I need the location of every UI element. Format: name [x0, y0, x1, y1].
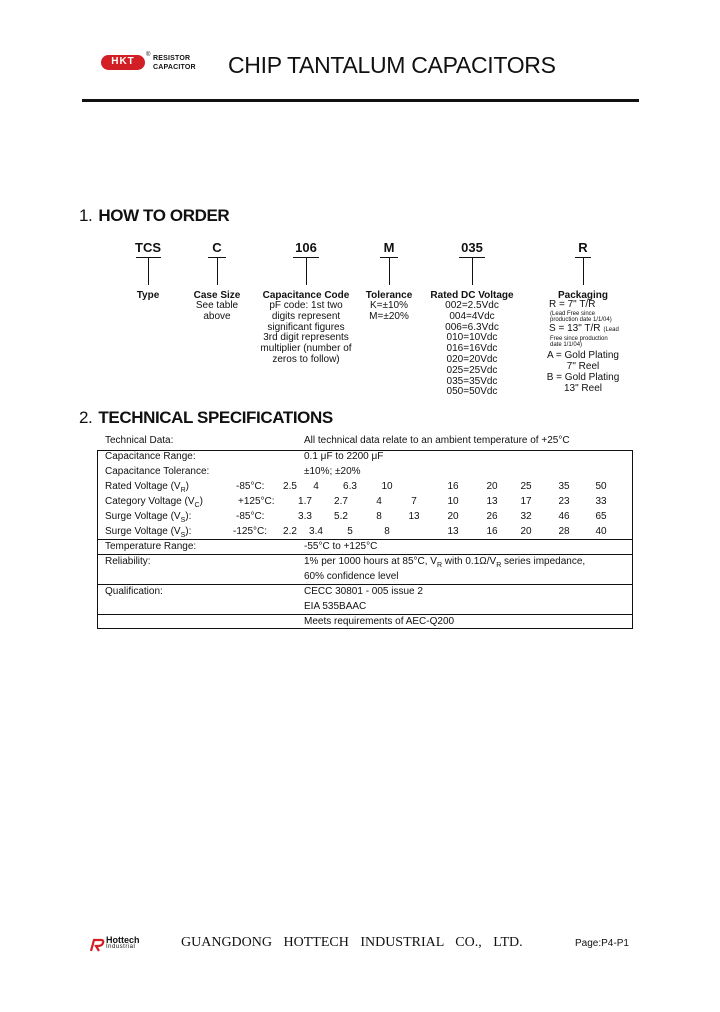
voltage-cell: 5 — [347, 526, 353, 537]
capacitance-tolerance-value: ±10%; ±20% — [304, 466, 361, 477]
voltage-cell: 20 — [486, 481, 498, 492]
section-number: 2. — [79, 408, 93, 427]
voltage-row-temp: -85°C: — [236, 481, 265, 492]
voltage-cell: 26 — [486, 511, 498, 522]
reliability-label: Reliability: — [105, 556, 151, 567]
header-divider — [82, 99, 639, 102]
order-code-type: TCS — [135, 240, 161, 255]
voltage-cell: 13 — [447, 526, 459, 537]
logo-line-1: RESISTOR — [153, 55, 191, 62]
technical-data-value: All technical data relate to an ambient temperature of +25°C — [304, 435, 570, 446]
voltage-cell: 50 — [595, 481, 607, 492]
table-divider — [97, 554, 633, 555]
table-divider — [97, 584, 633, 585]
order-code-tolerance: M — [383, 240, 395, 255]
voltage-cell: 1.7 — [298, 496, 312, 507]
voltage-row-temp: -85°C: — [236, 511, 265, 522]
section-number: 1. — [79, 206, 93, 225]
temperature-range-value: -55°C to +125°C — [304, 541, 378, 552]
voltage-cell: 33 — [595, 496, 607, 507]
packaging-option-a: A = Gold Plating 7" Reel — [547, 350, 619, 372]
voltage-cell: 46 — [558, 511, 570, 522]
qualification-line-2: EIA 535BAAC — [304, 601, 367, 612]
capacitance-code-label: Capacitance Code — [262, 290, 350, 301]
voltage-cell: 23 — [558, 496, 570, 507]
case-size-description: See table above — [195, 300, 239, 322]
order-code-voltage: 035 — [461, 240, 483, 255]
code-leader — [306, 257, 307, 285]
voltage-cell: 40 — [595, 526, 607, 537]
voltage-cell: 4 — [376, 496, 382, 507]
voltage-cell: 65 — [595, 511, 607, 522]
voltage-row-label: Surge Voltage $(V_S)$: — [105, 526, 192, 539]
packaging-label: Packaging — [557, 290, 609, 301]
packaging-option-b: B = Gold Plating 13" Reel — [546, 372, 620, 394]
code-leader — [148, 257, 149, 285]
hottech-logo-icon — [90, 938, 105, 952]
capacitance-range-label: Capacitance Range: — [105, 451, 196, 462]
voltage-row-label: Surge Voltage $(V_S)$: — [105, 511, 192, 524]
voltage-cell: 20 — [520, 526, 532, 537]
section-heading-how-to-order — [79, 206, 229, 226]
footer-brand-sub: Industrial — [106, 944, 136, 950]
voltage-cell: 2.5 — [283, 481, 297, 492]
document-title: CHIP TANTALUM CAPACITORS — [228, 52, 556, 78]
section-title: HOW TO ORDER — [98, 206, 230, 225]
rated-voltage-list: 002=2.5Vdc 004=4Vdc 006=6.3Vdc 010=10Vdc 016=16Vdc 020=20Vdc 025=25Vdc 035=35Vdc 050=50Vdc — [445, 300, 499, 398]
voltage-cell: 32 — [520, 511, 532, 522]
voltage-row-label: Category Voltage $(V_C)$ — [105, 496, 203, 509]
voltage-cell: 3.4 — [309, 526, 323, 537]
code-leader — [389, 257, 390, 285]
logo-registered-mark: ® — [146, 52, 151, 58]
code-leader — [583, 257, 584, 285]
voltage-cell: 2.2 — [283, 526, 297, 537]
voltage-row-temp: +125°C: — [238, 496, 275, 507]
voltage-cell: 6.3 — [343, 481, 357, 492]
voltage-cell: 2.7 — [334, 496, 348, 507]
voltage-cell: 25 — [520, 481, 532, 492]
order-code-case: C — [212, 240, 222, 255]
qualification-label: Qualification: — [105, 586, 163, 597]
page-number: Page:P4-P1 — [575, 938, 629, 949]
footer-brand: Hottech — [106, 935, 140, 945]
voltage-cell: 8 — [384, 526, 390, 537]
qualification-line-1: CECC 30801 - 005 issue 2 — [304, 586, 423, 597]
voltage-cell: 3.3 — [298, 511, 312, 522]
footer-company-name: GUANGDONG HOTTECH INDUSTRIAL CO., LTD. — [181, 935, 523, 950]
temperature-range-label: Temperature Range: — [105, 541, 197, 552]
order-code-capacitance: 106 — [295, 240, 317, 255]
section-title: TECHNICAL SPECIFICATIONS — [98, 408, 333, 427]
case-size-label: Case Size — [193, 290, 241, 301]
voltage-cell: 5.2 — [334, 511, 348, 522]
voltage-cell: 13 — [408, 511, 420, 522]
rated-voltage-label: Rated DC Voltage — [430, 290, 514, 301]
capacitance-tolerance-label: Capacitance Tolerance: — [105, 466, 210, 477]
packaging-note-s: Free since production date 1/1/04) — [550, 336, 608, 348]
technical-data-label: Technical Data: — [105, 435, 174, 446]
capacitance-code-description: pF code: 1st two digits represent significant figures 3rd digit represents multiplier (number of zeros to follow) — [260, 300, 352, 365]
logo-line-2: CAPACITOR — [153, 64, 196, 71]
packaging-note-r: (Lead Free since production date 1/1/04) — [550, 311, 612, 323]
table-divider — [97, 614, 633, 615]
voltage-cell: 16 — [486, 526, 498, 537]
voltage-cell: 28 — [558, 526, 570, 537]
qualification-line-3: Meets requirements of AEC-Q200 — [304, 616, 455, 627]
order-code-packaging: R — [578, 240, 588, 255]
voltage-cell: 7 — [411, 496, 417, 507]
voltage-cell: 10 — [381, 481, 393, 492]
tolerance-description: K=±10% M=±20% — [369, 300, 409, 322]
tolerance-label: Tolerance — [365, 290, 413, 301]
type-label: Type — [136, 290, 160, 301]
voltage-cell: 13 — [486, 496, 498, 507]
voltage-cell: 4 — [313, 481, 319, 492]
packaging-option-r: R = 7" T/R — [549, 299, 596, 310]
voltage-cell: 17 — [520, 496, 532, 507]
voltage-cell: 20 — [447, 511, 459, 522]
packaging-option-s: S = 13" T/R (Lead — [549, 323, 619, 334]
reliability-value: 1% per 1000 hours at 85°C, $V_R$ with $0.1\Omega/V_R$ series impedance, — [304, 556, 586, 569]
voltage-cell: 10 — [447, 496, 459, 507]
voltage-cell: 8 — [376, 511, 382, 522]
capacitance-range-value: 0.1 μF to 2200 μF — [304, 451, 384, 462]
voltage-row-label: Rated Voltage $(V_R)$ — [105, 481, 190, 494]
logo-text: HKT — [111, 56, 135, 67]
section-heading-technical-specifications — [79, 408, 333, 428]
voltage-cell: 35 — [558, 481, 570, 492]
code-leader — [472, 257, 473, 285]
reliability-confidence: 60% confidence level — [304, 571, 399, 582]
voltage-row-temp: -125°C: — [233, 526, 268, 537]
voltage-cell: 16 — [447, 481, 459, 492]
code-leader — [217, 257, 218, 285]
